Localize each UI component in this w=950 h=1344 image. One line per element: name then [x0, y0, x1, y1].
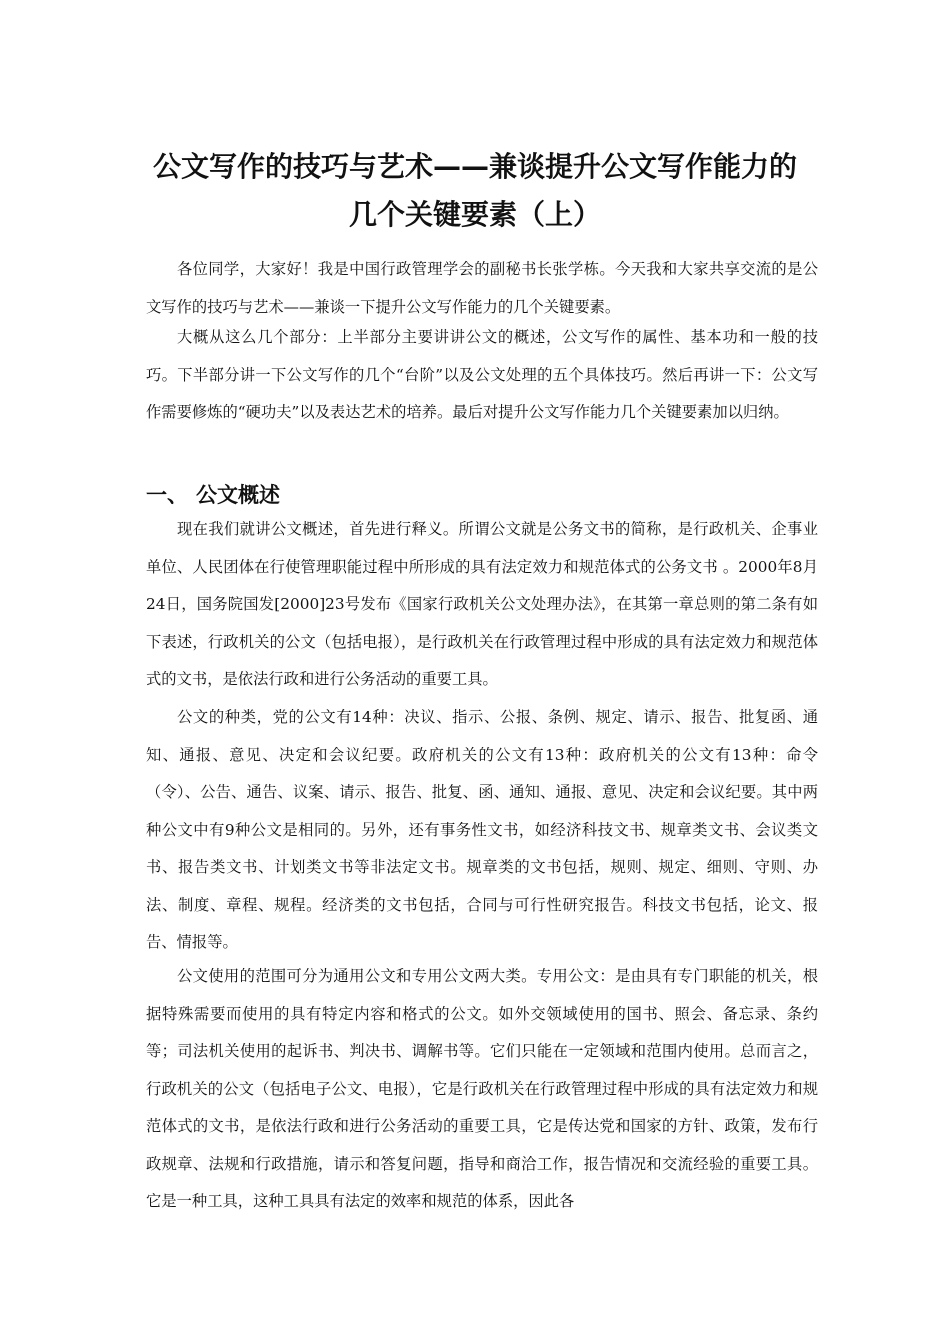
section-number: 一、: [146, 483, 188, 507]
document-title-line1: 公文写作的技巧与艺术——兼谈提升公文写作能力的: [152, 150, 797, 183]
section-paragraph-3: 公文使用的范围可分为通用公文和专用公文两大类。专用公文：是由具有专门职能的机关，根据特殊需要而使用的具有特定内容和格式的公文。如外交领域使用的国书、照会、备忘录、条约等；司法机关使用的起诉书、判决书、调解书等。它们只能在一定领域和范围内使用。总而言之，行政机关的公文（包括电子公文、电报），它是行政机关在行政管理过程中形成的具有法定效力和规范体式的文书，是依法行政和进行公务活动的重要工具，它是传达党和国家的方针、政策，发布行政规章、法规和行政措施，请示和答复问题，指导和商洽工作，报告情况和交流经验的重要工具。它是一种工具，这种工具具有法定的效率和规范的体系，因此各: [146, 967, 818, 1210]
section-title: 公文概述: [196, 483, 280, 507]
intro-paragraph-2: 大概从这么几个部分：上半部分主要讲讲公文的概述，公文写作的属性、基本功和一般的技巧。下半部分讲一下公文写作的几个“台阶”以及公文处理的五个具体技巧。然后再讲一下：公文写作需要修炼的“硬功夫”以及表达艺术的培养。最后对提升公文写作能力几个关键要素加以归纳。: [146, 328, 818, 421]
intro-paragraph-1: 各位同学，大家好！我是中国行政管理学会的副秘书长张学栋。今天我和大家共享交流的是公文写作的技巧与艺术——兼谈一下提升公文写作能力的几个关键要素。: [146, 260, 818, 316]
section-heading: [146, 480, 818, 510]
section-paragraph-2: 公文的种类，党的公文有14种：决议、指示、公报、条例、规定、请示、报告、批复函、通知、通报、意见、决定和会议纪要。政府机关的公文有13种：政府机关的公文有13种：命令（令）、公告、通告、议案、请示、报告、批复、函、通知、通报、意见、决定和会议纪要。其中两种公文中有9种公文是相同的。另外，还有事务性文书，如经济科技文书、规章类文书、会议类文书、报告类文书、计划类文书等非法定文书。规章类的文书包括，规则、规定、细则、守则、办法、制度、章程、规程。经济类的文书包括，合同与可行性研究报告。科技文书包括，论文、报告、情报等。: [146, 708, 818, 951]
document-title-line2: 几个关键要素（上）: [348, 198, 601, 231]
section-paragraph-1: 现在我们就讲公文概述，首先进行释义。所谓公文就是公务文书的简称，是行政机关、企事业单位、人民团体在行使管理职能过程中所形成的具有法定效力和规范体式的公务文书 。2000年8月24日，国务院国发[2000]23号发布《国家行政机关公文处理办法》，在其第一章总则的第二条有如下表述，行政机关的公文（包括电报），是行政机关在行政管理过程中形成的具有法定效力和规范体式的文书，是依法行政和进行公务活动的重要工具。: [146, 520, 818, 688]
